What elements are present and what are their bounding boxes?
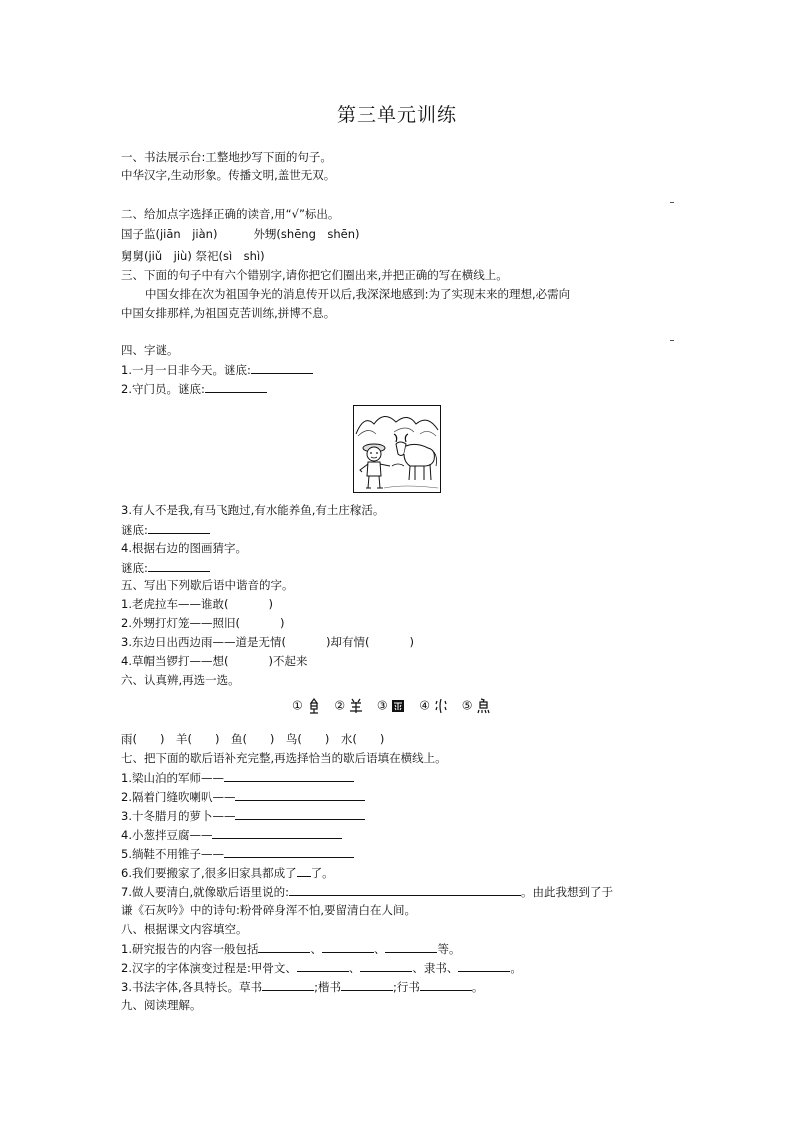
- answer-blank[interactable]: [289, 884, 521, 896]
- s4-q2-text: 2.守门员。谜底:: [121, 382, 205, 396]
- s4-ans-row-2: [121, 560, 210, 575]
- option-number: ④: [419, 698, 431, 713]
- option-number: ①: [292, 698, 303, 713]
- ancient-character-options: [292, 698, 500, 714]
- s1-sentence: 中华汉字,生动形象。传播文明,盖世无双。: [121, 168, 336, 182]
- s8-q3-end: 。: [471, 980, 484, 994]
- s3-heading: 三、下面的句子中有六个错别字,请你把它们圈出来,并把正确的写在横线上。: [121, 268, 508, 282]
- option-number: ⑤: [461, 698, 473, 713]
- s7-q3-text: 3.十冬腊月的萝卜——: [121, 809, 236, 823]
- s7-q1-text: 1.梁山泊的军师——: [121, 771, 224, 785]
- answer-blank[interactable]: [212, 827, 342, 839]
- answer-blank[interactable]: [297, 865, 311, 877]
- answer-blank[interactable]: [420, 979, 472, 991]
- s4-q1: [121, 362, 313, 377]
- close-paren: ): [409, 635, 414, 649]
- s2-word3: 舅舅(jiǔ jiù) 祭祀(sì shì): [121, 249, 265, 263]
- s7-q7-mid: 。由此我想到了于: [521, 885, 614, 899]
- answer-blank[interactable]: [224, 770, 354, 782]
- s5-q3-mid: )却有情(: [325, 635, 370, 649]
- s4-q4: 4.根据右边的图画猜字。: [121, 541, 247, 555]
- answer-blank[interactable]: [251, 362, 313, 374]
- s5-q2-text: 2.外甥打灯笼——照旧(: [121, 616, 240, 630]
- s8-q2-mid: 、隶书、: [412, 961, 459, 975]
- s7-q4-text: 4.小葱拌豆腐——: [121, 828, 213, 842]
- close-paren: ): [268, 597, 273, 611]
- s8-q3: [121, 979, 483, 994]
- s8-heading: 八、根据课文内容填空。: [121, 922, 248, 936]
- s2-line1: [121, 227, 360, 241]
- s3-para-1: 中国女排在次为祖国争光的消息传开以后,我深深地感到:为了实现末来的理想,必需向: [145, 287, 571, 301]
- answer-blank[interactable]: [385, 941, 437, 953]
- s7-q6-end: 了。: [310, 866, 334, 880]
- s8-q2: [121, 960, 522, 975]
- answer-label: 谜底:: [121, 523, 148, 537]
- s8-q2-text: 2.汉字的字体演变过程是:甲骨文、: [121, 961, 297, 975]
- oracle-water-glyph-icon: [434, 698, 448, 714]
- s5-q1-text: 1.老虎拉车——谁敢(: [121, 597, 229, 611]
- s7-q6: [121, 865, 334, 880]
- s8-q2-end: 。: [510, 961, 522, 975]
- answer-blank[interactable]: [148, 560, 210, 572]
- page-title: 第三单元训练: [336, 104, 457, 126]
- s5-q4-end: )不起来: [268, 654, 308, 668]
- answer-blank[interactable]: [258, 941, 310, 953]
- answer-blank[interactable]: [205, 381, 267, 393]
- s4-heading: 四、字谜。: [121, 343, 179, 357]
- s5-q3-text: 3.东边日出西边雨——道是无情(: [121, 635, 286, 649]
- s7-q5: [121, 846, 354, 861]
- margin-mark: [670, 340, 674, 341]
- s8-q1: [121, 941, 460, 956]
- s9-heading: 九、阅读理解。: [121, 998, 202, 1012]
- s8-q3-text: 3.书法字体,各具特长。草书: [121, 980, 263, 994]
- answer-blank[interactable]: [360, 960, 412, 972]
- s5-q2: [121, 616, 284, 630]
- separator: 、: [310, 942, 322, 956]
- s7-q6-text: 6.我们要搬家了,很多旧家具都成了: [121, 866, 297, 880]
- s5-q4: [121, 654, 307, 668]
- s7-q7-text: 7.做人要清白,就像歇后语里说的:: [121, 885, 290, 899]
- answer-blank[interactable]: [297, 960, 349, 972]
- s5-heading: 五、写出下列歇后语中谐音的字。: [121, 578, 294, 592]
- s7-q7-cont: 谦《石灰吟》中的诗句:粉骨碎身浑不怕,要留清白在人间。: [121, 903, 417, 917]
- s7-q5-text: 5.绱鞋不用锥子——: [121, 847, 224, 861]
- oracle-rain-glyph-icon: [391, 698, 405, 714]
- s7-q4: [121, 827, 342, 842]
- s7-heading: 七、把下面的歇后语补充完整,再选择恰当的歇后语填在横线上。: [121, 751, 447, 765]
- oracle-fish-glyph-icon: [307, 698, 321, 714]
- margin-mark: [670, 202, 674, 203]
- s1-heading: 一、书法展示台:工整地抄写下面的句子。: [121, 150, 332, 164]
- s4-ans-row: [121, 522, 210, 537]
- boy-with-ox-illustration: [354, 406, 440, 492]
- s2-heading: 二、给加点字选择正确的读音,用“√”标出。: [121, 207, 340, 221]
- answer-blank[interactable]: [235, 808, 365, 820]
- answer-blank[interactable]: [148, 522, 210, 534]
- s6-answers: 雨( ) 羊( ) 鱼( ) 鸟( ) 水( ): [121, 732, 385, 746]
- answer-label: 谜底:: [121, 561, 148, 575]
- answer-blank[interactable]: [262, 979, 314, 991]
- s3-para-2: 中国女排那样,为祖国克苦训练,拼博不息。: [121, 306, 336, 320]
- s8-q1-text: 1.研究报告的内容一般包括: [121, 942, 259, 956]
- s5-q1: [121, 597, 273, 611]
- s8-q3-kaishu: ;楷书: [314, 980, 342, 994]
- s7-q7: [121, 884, 613, 899]
- answer-blank[interactable]: [224, 846, 354, 858]
- answer-blank[interactable]: [235, 789, 365, 801]
- s4-q2: [121, 381, 267, 396]
- close-paren: ): [279, 616, 285, 630]
- oracle-bird-glyph-icon: [476, 698, 490, 714]
- s5-q4-text: 4.草帽当锣打——想(: [121, 654, 229, 668]
- answer-blank[interactable]: [341, 979, 393, 991]
- s7-q2-text: 2.隔着门缝吹喇叭——: [121, 790, 236, 804]
- oracle-sheep-glyph-icon: [349, 698, 363, 714]
- answer-blank[interactable]: [458, 960, 510, 972]
- s2-word1: 国子监(jiān jiàn): [121, 227, 218, 241]
- s5-q3: [121, 635, 414, 649]
- s7-q3: [121, 808, 365, 823]
- option-number: ③: [376, 698, 388, 713]
- s4-q3: 3.有人不是我,有马飞跑过,有水能养鱼,有土庄稼活。: [121, 503, 385, 517]
- s2-word2: 外甥(shēng shēn): [253, 227, 360, 241]
- riddle-picture: [353, 405, 441, 493]
- option-number: ②: [334, 698, 346, 713]
- s7-q2: [121, 789, 365, 804]
- separator: 、: [348, 961, 361, 975]
- s8-q3-xingshu: ;行书: [393, 980, 420, 994]
- separator: 、: [373, 942, 386, 956]
- answer-blank[interactable]: [322, 941, 374, 953]
- s4-q1-text: 1.一月一日非今天。谜底:: [121, 363, 251, 377]
- s7-q1: [121, 770, 354, 785]
- s8-q1-end: 等。: [437, 942, 461, 956]
- s6-heading: 六、认真辨,再选一选。: [121, 673, 240, 687]
